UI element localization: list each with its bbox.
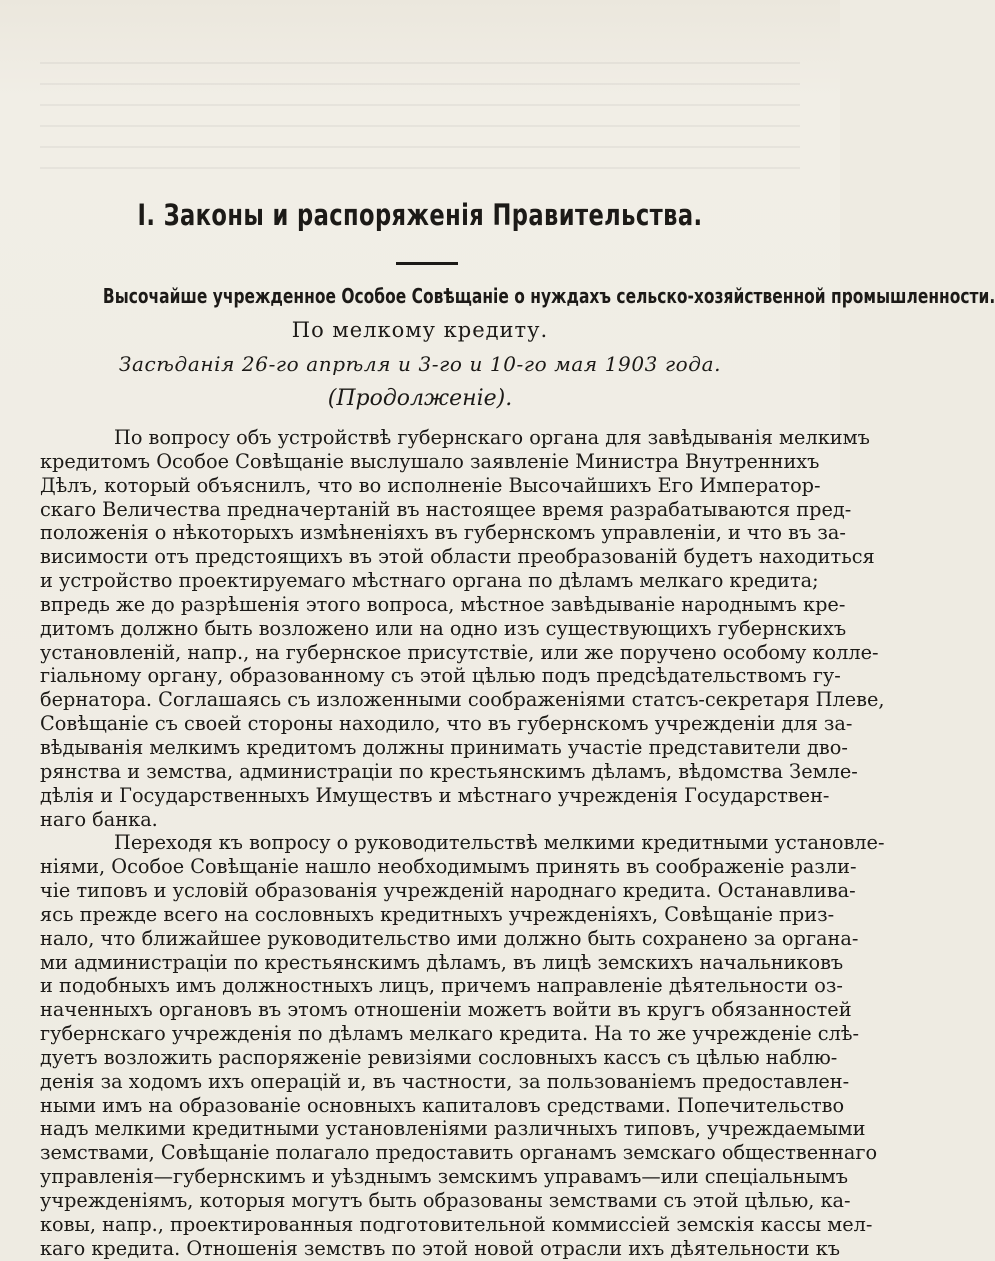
text-line: бернатора. Соглашаясь съ изложенными соображеніями статсъ-секретаря Плеве, bbox=[40, 688, 885, 712]
text-line: Совѣщаніе съ своей стороны находило, что въ губернскомъ учрежденіи для за- bbox=[40, 712, 853, 736]
text-line: чіе типовъ и условій образованія учрежденій народнаго кредита. Останавлива- bbox=[40, 879, 856, 903]
text-line: земствами, Совѣщаніе полагало предоставить органамъ земскаго общественнаго bbox=[40, 1141, 878, 1165]
text-line: нало, что ближайшее руководительство ими должно быть сохранено за органа- bbox=[40, 926, 859, 950]
text-line: каго кредита. Отношенія земствъ по этой новой отрасли ихъ дѣятельности къ bbox=[40, 1236, 841, 1260]
bleed-through-texture bbox=[40, 62, 800, 182]
session-dates: Засѣданія 26-го апрѣля и 3-го и 10-го мая 1903 года. bbox=[118, 352, 722, 376]
continued-note: (Продолженіе). bbox=[327, 386, 513, 411]
text-line: надъ мелкими кредитными установленіями различныхъ типовъ, учреждаемыми bbox=[40, 1117, 866, 1141]
text-line: дѣлія и Государственныхъ Имуществъ и мѣстнаго учрежденія Государствен- bbox=[40, 783, 830, 807]
text-line: Дѣлъ, который объяснилъ, что во исполненіе Высочайшихъ Его Император- bbox=[40, 473, 821, 497]
text-line: Переходя къ вопросу о руководительствѣ мелкими кредитными установле- bbox=[114, 831, 885, 855]
text-line: ніями, Особое Совѣщаніе нашло необходимымъ принять въ соображеніе разли- bbox=[40, 855, 857, 879]
text-line: По вопросу объ устройствѣ губернскаго органа для завѣдыванія мелкимъ bbox=[114, 426, 870, 449]
text-line: и подобныхъ имъ должностныхъ лицъ, причемъ направленіе дѣятельности оз- bbox=[40, 974, 843, 998]
text-line: положенія о нѣкоторыхъ измѣненіяхъ въ губернскомъ управленіи, и что въ за- bbox=[40, 521, 846, 545]
text-line: вѣдыванія мелкимъ кредитомъ должны принимать участіе представители дво- bbox=[40, 735, 848, 759]
text-line: ясь прежде всего на сословныхъ кредитныхъ учрежденіяхъ, Совѣщаніе приз- bbox=[40, 902, 835, 926]
section-title: I. Законы и распоряженія Правительства. bbox=[137, 198, 703, 232]
text-line: рянства и земства, администраціи по крестьянскимъ дѣламъ, вѣдомства Земле- bbox=[40, 759, 858, 783]
text-line: дуетъ возложить распоряженіе ревизіями сословныхъ кассъ съ цѣлью наблю- bbox=[40, 1045, 838, 1069]
text-line: установленій, напр., на губернское присутствіе, или же поручено особому колле- bbox=[40, 640, 879, 664]
subject-line: По мелкому кредиту. bbox=[291, 318, 549, 342]
text-line: скаго Величества предначертаній въ настоящее время разрабатываются пред- bbox=[40, 497, 852, 521]
text-line: губернскаго учрежденія по дѣламъ мелкаго кредита. На то же учрежденіе слѣ- bbox=[40, 1022, 859, 1046]
text-line: учрежденіямъ, которыя могутъ быть образованы земствами съ этой цѣлью, ка- bbox=[40, 1189, 851, 1212]
text-line: денія за ходомъ ихъ операцій и, въ частности, за пользованіемъ предоставлен- bbox=[40, 1069, 850, 1093]
meeting-title: Высочайше учрежденное Особое Совѣщаніе о нуждахъ сельско-хозяйственной промышленности. bbox=[102, 284, 995, 308]
text-line: ковы, напр., проектированныя подготовительной коммиссіей земскія кассы мел- bbox=[40, 1212, 873, 1236]
text-line: дитомъ должно быть возложено или на одно изъ существующихъ губернскихъ bbox=[40, 616, 847, 640]
text-line: наченныхъ органовъ въ этомъ отношеніи можетъ войти въ кругъ обязанностей bbox=[40, 998, 852, 1022]
text-line: наго банка. bbox=[40, 807, 158, 831]
text-line: ми администраціи по крестьянскимъ дѣламъ, въ лицѣ земскихъ начальниковъ bbox=[40, 950, 844, 974]
text-line: кредитомъ Особое Совѣщаніе выслушало заявленіе Министра Внутреннихъ bbox=[40, 449, 820, 473]
text-line: ными имъ на образованіе основныхъ капиталовъ средствами. Попечительство bbox=[40, 1093, 845, 1117]
text-line: и устройство проектируемаго мѣстнаго органа по дѣламъ мелкаго кредита; bbox=[40, 569, 819, 593]
body-text bbox=[40, 426, 885, 1261]
text-line: гіальному органу, образованному съ этой цѣлью подъ предсѣдательствомъ гу- bbox=[40, 664, 841, 688]
title-divider bbox=[396, 262, 458, 265]
text-line: впредь же до разрѣшенія этого вопроса, мѣстное завѣдываніе народнымъ кре- bbox=[40, 592, 846, 616]
text-line: управленія—губернскимъ и уѣзднымъ земскимъ управамъ—или спеціальнымъ bbox=[40, 1165, 849, 1189]
text-line: висимости отъ предстоящихъ въ этой области преобразованій будетъ находиться bbox=[40, 545, 875, 569]
